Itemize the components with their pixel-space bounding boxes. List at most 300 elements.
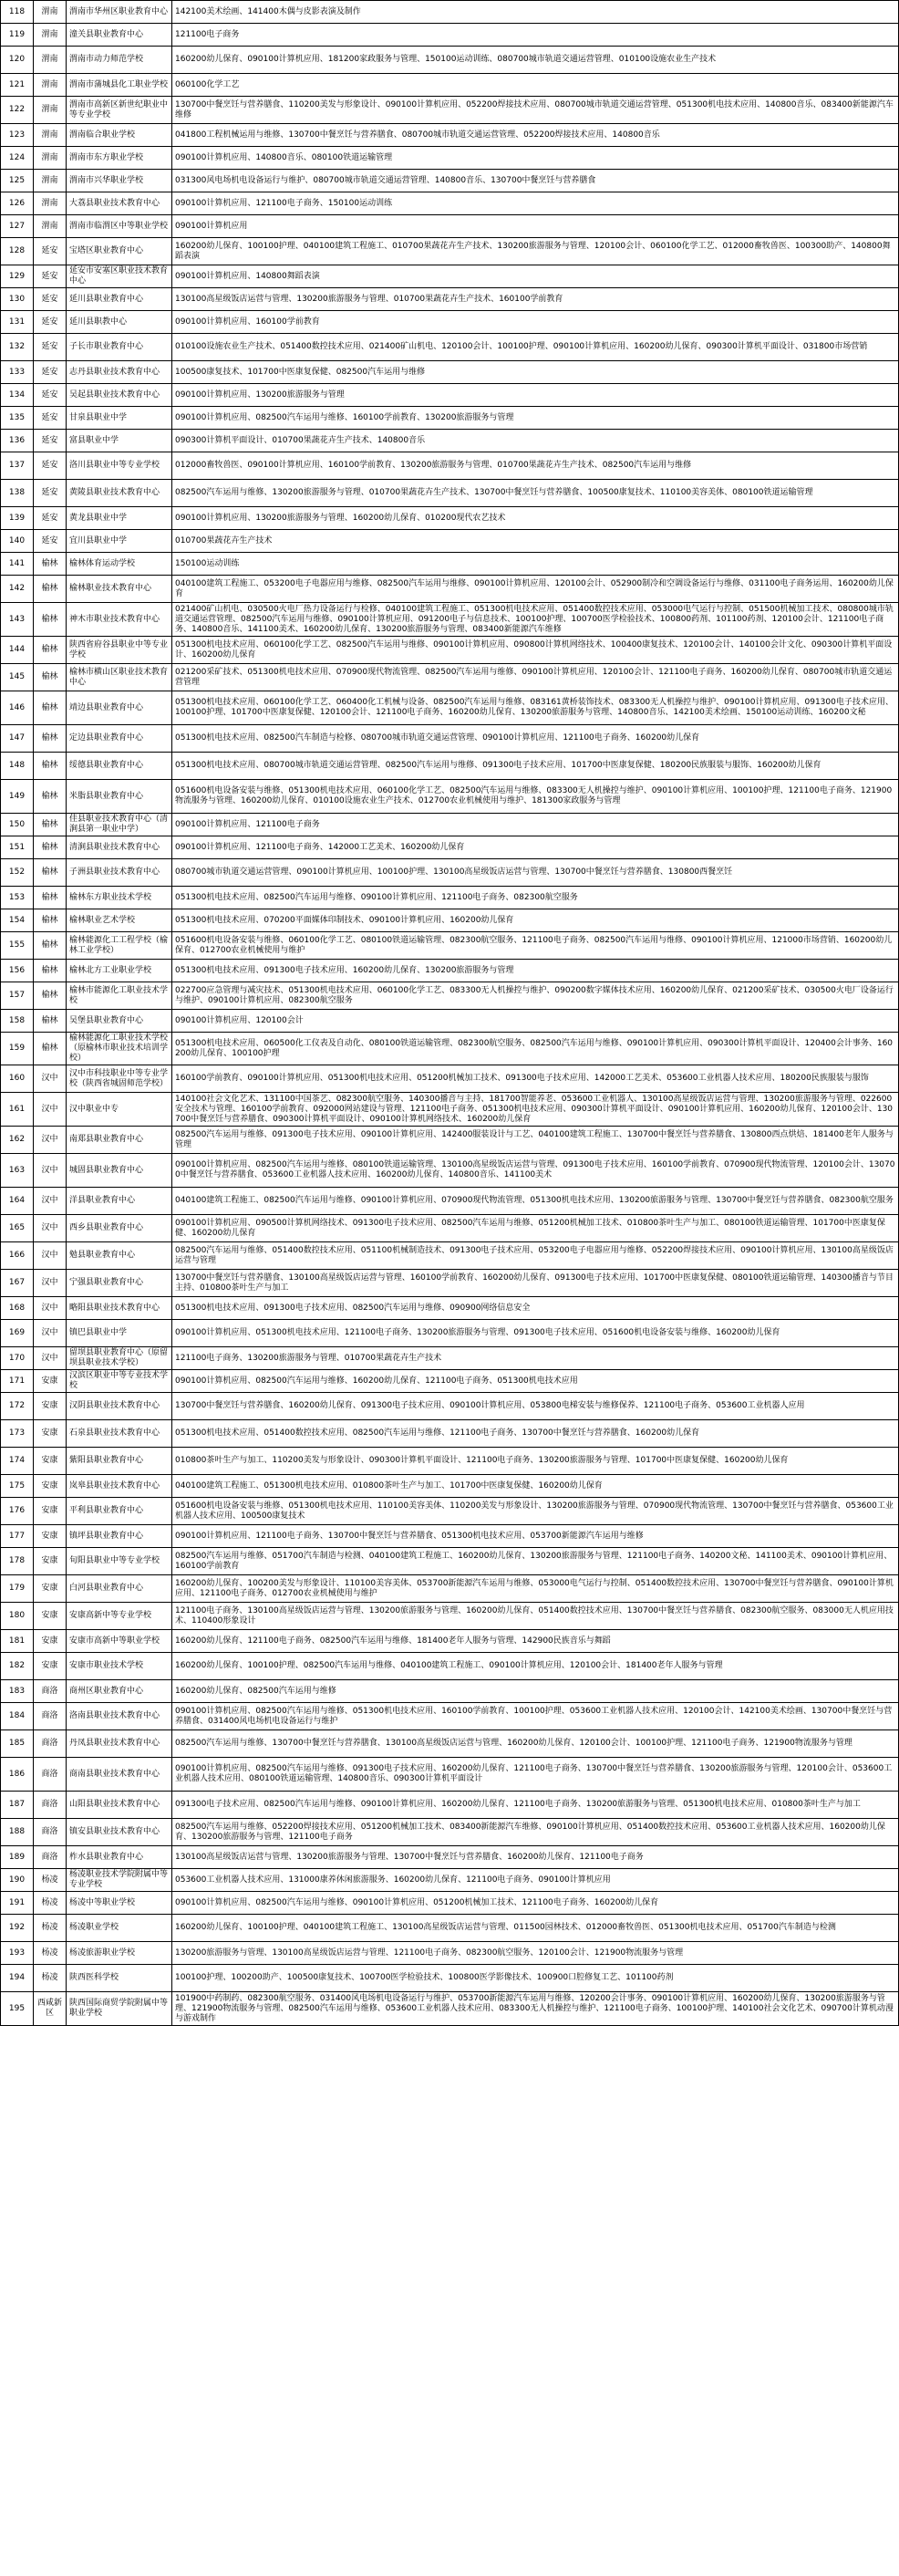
row-number: 194 (1, 1965, 34, 1992)
table-row (1, 192, 899, 215)
row-number: 139 (1, 507, 34, 530)
table-row (1, 1680, 899, 1703)
row-city: 榆林 (34, 932, 67, 960)
row-number: 167 (1, 1270, 34, 1297)
table-row (1, 553, 899, 576)
table-row (1, 887, 899, 909)
row-number: 156 (1, 960, 34, 982)
row-number: 127 (1, 215, 34, 238)
row-majors: 130700中餐烹饪与营养膳食、130100高星级饭店运营与管理、160100学前教育、160200幼儿保育、091300电子技术应用、101700中医康复保健、080100铁道运输管理、140300播音与节目主持、010800茶叶生产与加工 (172, 1270, 899, 1297)
row-school: 延川县职业教育中心 (67, 288, 172, 311)
row-school: 紫阳县职业教育中心 (67, 1448, 172, 1475)
table-row (1, 1758, 899, 1792)
row-number: 190 (1, 1869, 34, 1892)
row-city: 榆林 (34, 814, 67, 836)
table-row (1, 97, 899, 124)
row-number: 179 (1, 1575, 34, 1603)
row-school: 清涧县职业技术教育中心 (67, 836, 172, 859)
table-row (1, 1498, 899, 1525)
row-majors: 060100化学工艺 (172, 74, 899, 97)
row-school: 大荔县职业技术教育中心 (67, 192, 172, 215)
row-majors: 021200采矿技术、051300机电技术应用、070900现代物流管理、082500汽车运用与维修、090100计算机应用、120100会计、121100电子商务、160200幼儿保育、080700城市轨道交通运营管理 (172, 664, 899, 691)
row-majors: 040100建筑工程施工、051300机电技术应用、010800茶叶生产与加工、101700中医康复保健、160200幼儿保育 (172, 1475, 899, 1498)
table-row (1, 1730, 899, 1758)
row-number: 120 (1, 47, 34, 74)
row-majors: 010800茶叶生产与加工、110200美发与形象设计、090300计算机平面设计、121100电子商务、130200旅游服务与管理、101700中医康复保健、160200幼儿保育 (172, 1448, 899, 1475)
row-school: 洋县职业教育中心 (67, 1188, 172, 1215)
row-school: 子洲县职业技术教育中心 (67, 859, 172, 887)
row-city: 汉中 (34, 1242, 67, 1270)
row-number: 182 (1, 1653, 34, 1680)
row-majors: 051300机电技术应用、051400数控技术应用、082500汽车运用与维修、121100电子商务、130700中餐烹饪与营养膳食、160200幼儿保育 (172, 1420, 899, 1448)
table-row (1, 24, 899, 47)
row-number: 185 (1, 1730, 34, 1758)
row-city: 榆林 (34, 887, 67, 909)
row-school: 陕西国际商贸学院附属中等职业学校 (67, 1992, 172, 2026)
row-school: 渭南市兴华职业学校 (67, 170, 172, 192)
row-city: 榆林 (34, 1033, 67, 1065)
row-city: 商洛 (34, 1846, 67, 1869)
row-city: 延安 (34, 288, 67, 311)
table-row (1, 407, 899, 430)
row-city: 榆林 (34, 1010, 67, 1033)
row-city: 榆林 (34, 909, 67, 932)
table-row (1, 1942, 899, 1965)
row-majors: 012000畜牧兽医、090100计算机应用、160100学前教育、130200旅游服务与管理、010700果蔬花卉生产技术、082500汽车运用与维修 (172, 452, 899, 480)
row-school: 志丹县职业技术教育中心 (67, 361, 172, 384)
row-city: 汉中 (34, 1188, 67, 1215)
table-row (1, 430, 899, 452)
row-majors: 121100电子商务 (172, 24, 899, 47)
table-row (1, 1370, 899, 1393)
table-body (1, 1, 899, 2026)
row-number: 132 (1, 334, 34, 361)
row-number: 159 (1, 1033, 34, 1065)
row-majors: 121100电子商务、130100高星级饭店运营与管理、130200旅游服务与管理、160200幼儿保育、051400数控技术应用、130700中餐烹饪与营养膳食、082300航空服务、083000无人机应用技术、110400形象设计 (172, 1603, 899, 1630)
row-majors: 051300机电技术应用、060100化学工艺、082500汽车运用与维修、090100计算机应用、090800计算机网络技术、100400康复技术、120100会计、140100会计文化、090300计算机平面设计、160200幼儿保育 (172, 637, 899, 664)
row-city: 汉中 (34, 1093, 67, 1127)
row-majors: 051300机电技术应用、091300电子技术应用、082500汽车运用与维修、090900网络信息安全 (172, 1297, 899, 1320)
row-city: 西咸新区 (34, 1992, 67, 2026)
row-number: 171 (1, 1370, 34, 1393)
row-number: 128 (1, 238, 34, 265)
row-number: 131 (1, 311, 34, 334)
row-majors: 101900中药制药、082300航空服务、031400风电场机电设备运行与维护、053700新能源汽车运用与维修、120200会计事务、090100计算机应用、160200幼儿保育、130200旅游服务与管理、121900物流服务与管理、082500汽车运用与维修、053600工业机器人技术应用、083300无人机操控与维护、121100电子商务、100100护理、140100社会文化艺术、090700计算机动漫与游戏制作 (172, 1992, 899, 2026)
row-majors: 082500汽车运用与维修、091300电子技术应用、090100计算机应用、142400服装设计与工艺、040100建筑工程施工、130700中餐烹饪与营养膳食、130800西点烘焙、181400老年人服务与管理 (172, 1127, 899, 1154)
row-school: 杨凌职业学校 (67, 1915, 172, 1942)
row-city: 延安 (34, 361, 67, 384)
row-school: 渭南市高新区新世纪职业中等专业学校 (67, 97, 172, 124)
row-school: 渭南市东方职业学校 (67, 147, 172, 170)
row-majors: 090100计算机应用、121100电子商务、150100运动训练 (172, 192, 899, 215)
row-school: 宁强县职业教育中心 (67, 1270, 172, 1297)
row-city: 汉中 (34, 1215, 67, 1242)
row-number: 133 (1, 361, 34, 384)
row-number: 164 (1, 1188, 34, 1215)
row-majors: 010100设施农业生产技术、051400数控技术应用、021400矿山机电、120100会计、100100护理、090100计算机应用、160200幼儿保育、090300计算机平面设计、031800市场营销 (172, 334, 899, 361)
row-number: 137 (1, 452, 34, 480)
table-row (1, 1915, 899, 1942)
row-majors: 090100计算机应用、082500汽车运用与维修、090100计算机应用、051200机械加工技术、121100电子商务、160200幼儿保育 (172, 1892, 899, 1915)
row-majors: 090100计算机应用、140800舞蹈表演 (172, 265, 899, 288)
table-row (1, 238, 899, 265)
table-row (1, 637, 899, 664)
row-school: 杨凌职业技术学院附属中等专业学校 (67, 1869, 172, 1892)
row-number: 142 (1, 576, 34, 603)
row-number: 143 (1, 603, 34, 637)
table-row (1, 47, 899, 74)
table-row (1, 960, 899, 982)
row-school: 石泉县职业技术教育中心 (67, 1420, 172, 1448)
row-majors: 051300机电技术应用、070200平面媒体印制技术、090100计算机应用、160200幼儿保育 (172, 909, 899, 932)
table-row (1, 1093, 899, 1127)
row-majors: 051300机电技术应用、060500化工仪表及自动化、080100铁道运输管理、082300航空服务、082500汽车运用与维修、090100计算机应用、090300计算机平面设计、120400会计事务、160200幼儿保育、100100护理 (172, 1033, 899, 1065)
row-number: 181 (1, 1630, 34, 1653)
row-city: 延安 (34, 311, 67, 334)
row-majors: 041800工程机械运用与维修、130700中餐烹饪与营养膳食、080700城市轨道交通运营管理、052200焊接技术应用、140800音乐 (172, 124, 899, 147)
table-row (1, 1065, 899, 1093)
row-number: 146 (1, 691, 34, 725)
row-city: 汉中 (34, 1320, 67, 1347)
row-majors: 160200幼儿保育、100100护理、040100建筑工程施工、130100高星级饭店运营与管理、011500园林技术、012000畜牧兽医、051300机电技术应用、051700汽车制造与检测 (172, 1915, 899, 1942)
table-row (1, 530, 899, 553)
row-city: 商洛 (34, 1819, 67, 1846)
row-school: 渭南市华州区职业教育中心 (67, 1, 172, 24)
row-majors: 090100计算机应用 (172, 215, 899, 238)
row-number: 153 (1, 887, 34, 909)
row-majors: 040100建筑工程施工、082500汽车运用与维修、090100计算机应用、070900现代物流管理、051300机电技术应用、130200旅游服务与管理、130700中餐烹饪与营养膳食、082300航空服务 (172, 1188, 899, 1215)
table-row (1, 1819, 899, 1846)
table-row (1, 384, 899, 407)
table-row (1, 215, 899, 238)
row-city: 安康 (34, 1603, 67, 1630)
row-city: 渭南 (34, 97, 67, 124)
row-school: 旬阳县职业中等专业学校 (67, 1548, 172, 1575)
row-majors: 053600工业机器人技术应用、131000康养休闲旅游服务、160200幼儿保育、121100电子商务、090100计算机应用 (172, 1869, 899, 1892)
row-majors: 082500汽车运用与维修、130200旅游服务与管理、010700果蔬花卉生产技术、130700中餐烹饪与营养膳食、100500康复技术、110100美容美体、080100铁道运输管理 (172, 480, 899, 507)
table-row (1, 170, 899, 192)
row-city: 安康 (34, 1370, 67, 1393)
row-city: 榆林 (34, 725, 67, 753)
row-number: 178 (1, 1548, 34, 1575)
row-city: 榆林 (34, 603, 67, 637)
row-number: 121 (1, 74, 34, 97)
row-city: 渭南 (34, 74, 67, 97)
row-city: 汉中 (34, 1127, 67, 1154)
row-city: 汉中 (34, 1065, 67, 1093)
row-city: 杨凌 (34, 1965, 67, 1992)
table-row (1, 1297, 899, 1320)
table-row (1, 452, 899, 480)
row-number: 188 (1, 1819, 34, 1846)
row-school: 渭南市临渭区中等职业学校 (67, 215, 172, 238)
table-row (1, 1792, 899, 1819)
row-majors: 080700城市轨道交通运营管理、090100计算机应用、100100护理、130100高星级饭店运营与管理、130700中餐烹饪与营养膳食、130800西餐烹饪 (172, 859, 899, 887)
row-majors: 082500汽车运用与维修、052200焊接技术应用、051200机械加工技术、083400新能源汽车维修、090100计算机应用、051400数控技术应用、053600工业机器人技术应用、160200幼儿保育、130200旅游服务与管理、121100电子商务 (172, 1819, 899, 1846)
row-number: 150 (1, 814, 34, 836)
row-number: 138 (1, 480, 34, 507)
row-majors: 100100护理、100200助产、100500康复技术、100700医学检验技术、100800医学影像技术、100900口腔修复工艺、101100药剂 (172, 1965, 899, 1992)
row-city: 榆林 (34, 664, 67, 691)
table-row (1, 1320, 899, 1347)
row-number: 155 (1, 932, 34, 960)
table-row (1, 288, 899, 311)
table-row (1, 74, 899, 97)
row-city: 延安 (34, 507, 67, 530)
row-number: 151 (1, 836, 34, 859)
row-majors: 142100美术绘画、141400木偶与皮影表演及制作 (172, 1, 899, 24)
row-number: 165 (1, 1215, 34, 1242)
row-school: 西乡县职业教育中心 (67, 1215, 172, 1242)
row-number: 180 (1, 1603, 34, 1630)
row-city: 渭南 (34, 1, 67, 24)
row-city: 榆林 (34, 960, 67, 982)
table-row (1, 1033, 899, 1065)
row-majors: 090100计算机应用、160100学前教育 (172, 311, 899, 334)
row-number: 119 (1, 24, 34, 47)
row-number: 168 (1, 1297, 34, 1320)
row-school: 丹凤县职业技术教育中心 (67, 1730, 172, 1758)
row-school: 安康高新中等专业学校 (67, 1603, 172, 1630)
row-number: 124 (1, 147, 34, 170)
row-school: 岚皋县职业技术教育中心 (67, 1475, 172, 1498)
row-city: 榆林 (34, 553, 67, 576)
row-majors: 160200幼儿保育、082500汽车运用与维修 (172, 1680, 899, 1703)
row-number: 148 (1, 753, 34, 780)
row-school: 略阳县职业技术教育中心 (67, 1297, 172, 1320)
row-school: 绥德县职业教育中心 (67, 753, 172, 780)
row-school: 榆林市能源化工职业技术学校 (67, 982, 172, 1010)
row-school: 延安市安塞区职业技术教育中心 (67, 265, 172, 288)
row-city: 延安 (34, 452, 67, 480)
row-city: 商洛 (34, 1703, 67, 1730)
row-city: 杨凌 (34, 1942, 67, 1965)
row-number: 140 (1, 530, 34, 553)
table-row (1, 1448, 899, 1475)
row-majors: 021400矿山机电、030500火电厂热力设备运行与检修、040100建筑工程施工、051300机电技术应用、051400数控技术应用、053000电气运行与控制、051500机械加工技术、080800城市轨道交通运营管理、082500汽车运用与维修、090100计算机应用、091200电子与信息技术、100100护理、100700医学检验技术、100800药剂、101100药剂、120100会计、121100电子商务、140800音乐、141100美术、160200幼儿保育、130200旅游服务与管理、083400新能源汽车维修 (172, 603, 899, 637)
table-row (1, 932, 899, 960)
row-city: 延安 (34, 384, 67, 407)
row-number: 186 (1, 1758, 34, 1792)
table-row (1, 1242, 899, 1270)
row-city: 延安 (34, 480, 67, 507)
table-row (1, 982, 899, 1010)
row-school: 洛川县职业中等专业学校 (67, 452, 172, 480)
row-school: 靖边县职业教育中心 (67, 691, 172, 725)
row-city: 安康 (34, 1525, 67, 1548)
row-city: 延安 (34, 430, 67, 452)
row-number: 195 (1, 1992, 34, 2026)
table-row (1, 1010, 899, 1033)
row-school: 陕西医科学校 (67, 1965, 172, 1992)
table-row (1, 859, 899, 887)
row-number: 130 (1, 288, 34, 311)
row-majors: 051300机电技术应用、060100化学工艺、060400化工机械与设备、082500汽车运用与维修、083161黄桥装饰技术、083300无人机操控与维护、090100计算机应用、091300电子技术应用、100100护理、101700中医康复保健、120100会计、121100电子商务、160200幼儿保育、130200旅游服务与管理、140800音乐、142100美术绘画、150100运动训练、160200文秘 (172, 691, 899, 725)
row-majors: 150100运动训练 (172, 553, 899, 576)
row-school: 渭南市蒲城县化工职业学校 (67, 74, 172, 97)
row-majors: 130100高星级饭店运营与管理、130200旅游服务与管理、010700果蔬花卉生产技术、160100学前教育 (172, 288, 899, 311)
row-number: 134 (1, 384, 34, 407)
row-number: 126 (1, 192, 34, 215)
table-row (1, 147, 899, 170)
row-majors: 090100计算机应用、082500汽车运用与维修、051300机电技术应用、160100学前教育、100100护理、053600工业机器人技术应用、120100会计、142100美术绘画、130700中餐烹饪与营养膳食、031400风电场机电设备运行与维护 (172, 1703, 899, 1730)
row-majors: 160200幼儿保育、121100电子商务、082500汽车运用与维修、181400老年人服务与管理、142900民族音乐与舞蹈 (172, 1630, 899, 1653)
row-school: 杨凌旅游职业学校 (67, 1942, 172, 1965)
table-row (1, 1548, 899, 1575)
row-majors: 040100建筑工程施工、053200电子电器应用与维修、082500汽车运用与维修、090100计算机应用、120100会计、052900制冷和空调设备运行与维修、031100电子商务运用、160200幼儿保育 (172, 576, 899, 603)
table-row (1, 507, 899, 530)
row-school: 潼关县职业教育中心 (67, 24, 172, 47)
row-majors: 090100计算机应用、130200旅游服务与管理 (172, 384, 899, 407)
row-number: 135 (1, 407, 34, 430)
row-city: 安康 (34, 1653, 67, 1680)
row-majors: 051300机电技术应用、082500汽车制造与检修、080700城市轨道交通运营管理、090100计算机应用、121100电子商务、160200幼儿保育 (172, 725, 899, 753)
row-school: 吴起县职业技术教育中心 (67, 384, 172, 407)
row-school: 镇安县职业技术教育中心 (67, 1819, 172, 1846)
row-number: 161 (1, 1093, 34, 1127)
row-majors: 010700果蔬花卉生产技术 (172, 530, 899, 553)
row-majors: 160200幼儿保育、090100计算机应用、181200家政服务与管理、150100运动训练、080700城市轨道交通运营管理、010100设施农业生产技术 (172, 47, 899, 74)
row-school: 洛南县职业技术教育中心 (67, 1703, 172, 1730)
row-city: 安康 (34, 1575, 67, 1603)
row-school: 杨凌中等职业学校 (67, 1892, 172, 1915)
row-school: 甘泉县职业中学 (67, 407, 172, 430)
row-city: 商洛 (34, 1792, 67, 1819)
row-number: 122 (1, 97, 34, 124)
table-row (1, 1869, 899, 1892)
row-number: 189 (1, 1846, 34, 1869)
row-majors: 130700中餐烹饪与营养膳食、110200美发与形象设计、090100计算机应用、052200焊接技术应用、080700城市轨道交通运营管理、051300机电技术应用、140800音乐、083400新能源汽车维修 (172, 97, 899, 124)
table-row (1, 1154, 899, 1188)
row-school: 留坝县职业教育中心（原留坝县职业技术学校） (67, 1347, 172, 1370)
row-number: 144 (1, 637, 34, 664)
table-row (1, 1347, 899, 1370)
row-majors: 090100计算机应用、121100电子商务、130700中餐烹饪与营养膳食、051300机电技术应用、053700新能源汽车运用与维修 (172, 1525, 899, 1548)
row-number: 129 (1, 265, 34, 288)
row-city: 汉中 (34, 1154, 67, 1188)
row-city: 延安 (34, 265, 67, 288)
row-city: 渭南 (34, 192, 67, 215)
row-city: 渭南 (34, 170, 67, 192)
row-majors: 090100计算机应用、082500汽车运用与维修、160200幼儿保育、121100电子商务、051300机电技术应用 (172, 1370, 899, 1393)
row-city: 安康 (34, 1498, 67, 1525)
row-majors: 160200幼儿保育、100200美发与形象设计、110100美容美体、053700新能源汽车运用与维修、053000电气运行与控制、051400数控技术应用、130700中餐烹饪与营养膳食、090100计算机应用、121100电子商务、012700农业机械使用与维护 (172, 1575, 899, 1603)
table-row (1, 265, 899, 288)
row-city: 榆林 (34, 836, 67, 859)
row-school: 商南县职业技术教育中心 (67, 1758, 172, 1792)
table-row (1, 1630, 899, 1653)
row-school: 榆林职业技术教育中心 (67, 576, 172, 603)
row-school: 商州区职业教育中心 (67, 1680, 172, 1703)
row-city: 榆林 (34, 691, 67, 725)
table-row (1, 480, 899, 507)
row-school: 汉中职业中专 (67, 1093, 172, 1127)
row-majors: 082500汽车运用与维修、130700中餐烹饪与营养膳食、130100高星级饭店运营与管理、160200幼儿保育、120100会计、100100护理、121100电子商务、121900物流服务与管理 (172, 1730, 899, 1758)
row-school: 白河县职业教育中心 (67, 1575, 172, 1603)
row-city: 汉中 (34, 1297, 67, 1320)
row-city: 安康 (34, 1393, 67, 1420)
table-row (1, 311, 899, 334)
row-majors: 051300机电技术应用、080700城市轨道交通运营管理、082500汽车运用与维修、091300电子技术应用、101700中医康复保健、180200民族服装与服饰、160200幼儿保育 (172, 753, 899, 780)
row-school: 黄龙县职业中学 (67, 507, 172, 530)
row-number: 172 (1, 1393, 34, 1420)
row-number: 123 (1, 124, 34, 147)
row-city: 杨凌 (34, 1892, 67, 1915)
row-majors: 090100计算机应用、082500汽车运用与维修、160100学前教育、130200旅游服务与管理 (172, 407, 899, 430)
row-city: 渭南 (34, 47, 67, 74)
row-city: 延安 (34, 530, 67, 553)
row-number: 160 (1, 1065, 34, 1093)
row-school: 陕西省府谷县职业中等专业学校 (67, 637, 172, 664)
row-majors: 051300机电技术应用、082500汽车运用与维修、090100计算机应用、121100电子商务、082300航空服务 (172, 887, 899, 909)
table-row (1, 1846, 899, 1869)
row-school: 神木市职业技术教育中心 (67, 603, 172, 637)
row-number: 141 (1, 553, 34, 576)
table-row (1, 780, 899, 814)
row-number: 166 (1, 1242, 34, 1270)
row-city: 汉中 (34, 1270, 67, 1297)
row-number: 118 (1, 1, 34, 24)
table-row (1, 124, 899, 147)
row-number: 154 (1, 909, 34, 932)
table-row (1, 1393, 899, 1420)
row-majors: 090100计算机应用、130200旅游服务与管理、160200幼儿保育、010200现代农艺技术 (172, 507, 899, 530)
row-number: 192 (1, 1915, 34, 1942)
row-city: 安康 (34, 1448, 67, 1475)
row-number: 158 (1, 1010, 34, 1033)
row-majors: 022700应急管理与减灾技术、051300机电技术应用、060100化学工艺、083300无人机操控与维护、090200数字媒体技术应用、160200幼儿保育、021200采矿技术、030500火电厂设备运行与维护、090100计算机应用、082300航空服务 (172, 982, 899, 1010)
row-school: 安康市职业技术学校 (67, 1653, 172, 1680)
row-number: 177 (1, 1525, 34, 1548)
table-row (1, 576, 899, 603)
row-school: 榆林体育运动学校 (67, 553, 172, 576)
row-city: 杨凌 (34, 1869, 67, 1892)
row-school: 宜川县职业中学 (67, 530, 172, 553)
table-row (1, 1475, 899, 1498)
row-majors: 100500康复技术、101700中医康复保健、082500汽车运用与维修 (172, 361, 899, 384)
row-school: 米脂县职业教育中心 (67, 780, 172, 814)
row-majors: 090100计算机应用、120100会计 (172, 1010, 899, 1033)
table-row (1, 1575, 899, 1603)
table-row (1, 1215, 899, 1242)
row-school: 定边县职业教育中心 (67, 725, 172, 753)
table-row (1, 836, 899, 859)
row-school: 榆林市横山区职业技术教育中心 (67, 664, 172, 691)
row-city: 安康 (34, 1548, 67, 1575)
row-school: 渭南临合职业学校 (67, 124, 172, 147)
row-majors: 130200旅游服务与管理、130100高星级饭店运营与管理、121100电子商务、082300航空服务、120100会计、121900物流服务与管理 (172, 1942, 899, 1965)
row-school: 榆林东方职业技术学校 (67, 887, 172, 909)
table-row (1, 1653, 899, 1680)
row-majors: 160200幼儿保育、100100护理、082500汽车运用与维修、040100建筑工程施工、090100计算机应用、120100会计、181400老年人服务与管理 (172, 1653, 899, 1680)
row-majors: 082500汽车运用与维修、051700汽车制造与检测、040100建筑工程施工、160200幼儿保育、130200旅游服务与管理、121100电子商务、140200文秘、141100美术、090100计算机应用、160100学前教育 (172, 1548, 899, 1575)
row-city: 商洛 (34, 1680, 67, 1703)
row-number: 174 (1, 1448, 34, 1475)
table-row (1, 1603, 899, 1630)
row-majors: 051600机电设备安装与维修、060100化学工艺、080100铁道运输管理、082300航空服务、121100电子商务、082500汽车运用与维修、090100计算机应用、121000市场营销、160200幼儿保育、012700农业机械使用与维护 (172, 932, 899, 960)
row-number: 169 (1, 1320, 34, 1347)
row-majors: 121100电子商务、130200旅游服务与管理、010700果蔬花卉生产技术 (172, 1347, 899, 1370)
table-row (1, 1525, 899, 1548)
row-city: 安康 (34, 1630, 67, 1653)
table-row (1, 1188, 899, 1215)
row-number: 176 (1, 1498, 34, 1525)
row-school: 宝塔区职业教育中心 (67, 238, 172, 265)
row-majors: 130100高星级饭店运营与管理、130200旅游服务与管理、130700中餐烹饪与营养膳食、160200幼儿保育、121100电子商务 (172, 1846, 899, 1869)
row-school: 渭南市动力师范学校 (67, 47, 172, 74)
table-row (1, 1, 899, 24)
row-number: 152 (1, 859, 34, 887)
